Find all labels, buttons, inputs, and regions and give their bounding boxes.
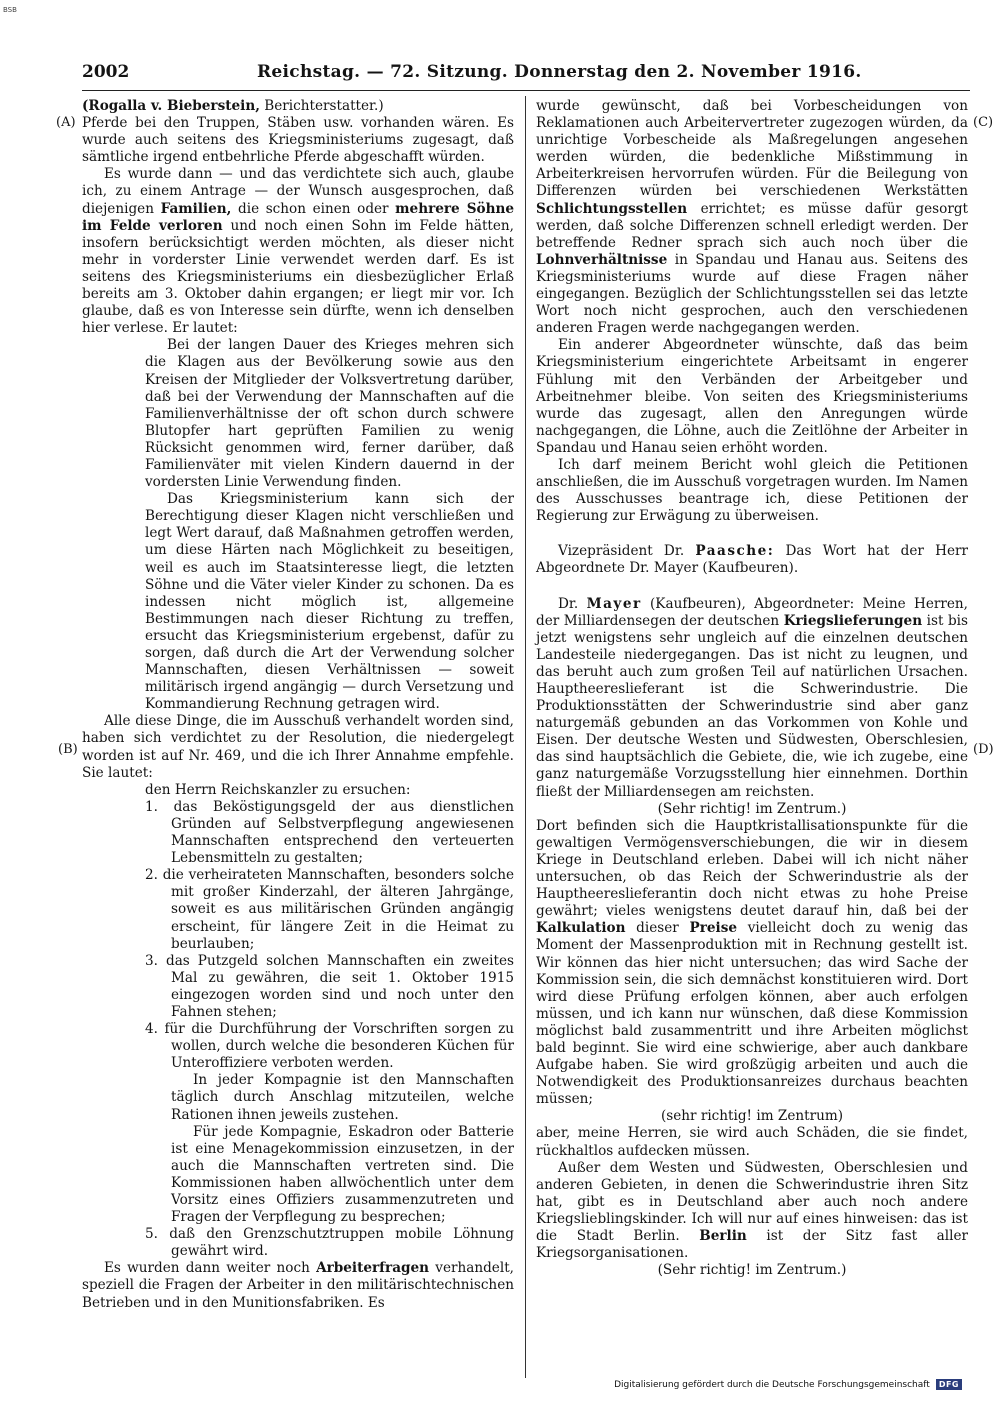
text-span: die schon einen oder	[231, 200, 396, 217]
bold-term: mehrere Söhne im Felde verloren	[82, 200, 514, 234]
text-span: ist der Sitz fast aller Kriegsorganisationen.	[536, 1228, 969, 1262]
page-header	[82, 62, 970, 88]
interjection: (sehr richtig! im Zentrum)	[660, 1108, 844, 1125]
paragraph: aber, meine Herren, sie wird auch Schäden, die sie findet, rückhaltlos aufdecken müssen.	[536, 1125, 968, 1159]
resolution-lead: den Herrn Reichskanzler zu ersuchen:	[145, 781, 411, 798]
resolution-subparagraph: In jeder Kompagnie ist den Mannschaften täglich durch Anschlag mitzuteilen, welche Rationen ihnen jeweils zustehen.	[171, 1072, 514, 1123]
paragraph: Ich darf meinem Bericht wohl gleich die Petitionen anschließen, die im Ausschuß vorgetragen wurden. Im Namen des Ausschusses beantrage ich, diese Petitionen der Regierung zur Erwägung zu überweisen.	[536, 456, 968, 525]
speech-opening	[536, 596, 968, 801]
resolution-subparagraph: Für jede Kompagnie, Eskadron oder Batterie ist eine Menagekommission einzusetzen, in der auch die Mannschaften vertreten sind. Die Kommissionen haben allwöchentlich unter dem Vorsitz eines Offiziers zusammenzutreten und Fragen der Verpflegung zu besprechen;	[171, 1123, 514, 1226]
margin-marker-d: (D)	[973, 742, 994, 757]
text-span: Dort befinden sich die Hauptkristallisationspunkte für die gewaltigen Vermögensverschiebungen, die wir in diesem Kriege in Deutschland erleben. Dabei will ich nicht näher untersuchen, ob das Reich der Schwerindustrie als der Hauptheereslieferantin doch nicht etwas zu hohe Preise gewährt; vieles wenigstens deutet darauf hin, daß bei der	[536, 817, 968, 920]
page-number: 2002	[82, 62, 130, 82]
watermark-bsb: BSB	[3, 6, 17, 14]
paragraph	[82, 166, 514, 337]
bold-term: Kriegslieferungen	[783, 612, 923, 629]
text-span: ist bis jetzt wenigstens sehr ungleich auf die einzelnen deutschen Landesteile niedergegangen. Das ist nicht zu leugnen, und das beruht auch zum großen Teil auf natürlichen Ursachen. Hauptheereslieferant ist die Schwerindustrie. Die Produktionsstätten der Schwerindustrie sind aber ganz naturgemäß gebunden an das Vorkommen von Kohle und Eisen. Der deutsche Westen und Südwesten, Oberschlesien, das sind hauptsächlich die Gebiete, die, wie ich zugebe, eine ganz naturgemäße Vorzugsstellung hier einnehmen. Dorthin fließt der Milliardensegen am reichsten.	[536, 612, 968, 800]
paragraph: Ein anderer Abgeordneter wünschte, daß das beim Kriegsministerium eingerichtete Arbeitsamt in engerer Fühlung mit den Verbänden der Arbeitgeber und Arbeitnehmer bleibe. Von seiten des Kriegsministeriums wurde das zugesagt, allen den Anregungen würde nachgegangen, die Löhne, auch die Zeitlöhne der Arbeiter in Spandau und Hanau seien erhöht worden.	[536, 337, 968, 456]
speaker-name: Paasche:	[695, 543, 775, 560]
speaker-role: Berichterstatter.)	[259, 98, 384, 114]
paragraph: Pferde bei den Truppen, Stäben usw. vorhanden wären. Es wurde auch seitens des Kriegsministeriums zugesagt, daß sämtliche irgend entbehrliche Pferde abgeschafft würden.	[82, 115, 514, 166]
text-span: (Kaufbeuren), Abgeordneter: Meine Herren, der Milliardensegen der deutschen	[536, 595, 968, 629]
resolution-item: 4. für die Durchführung der Vorschriften sorgen zu wollen, durch welche die besonderen Küchen für Unteroffiziere verboten werden.	[145, 1021, 514, 1072]
bold-term: Kalkulation	[536, 920, 626, 937]
speaker-attribution	[82, 98, 514, 115]
text-span: und noch einen Sohn im Felde hätten, insofern berücksichtigt werden möchten, als dieser nicht mehr in vorderster Linie verwendet werden darf. Es ist seitens des Kriegsministeriums ein diesbezüglicher Erlaß bereits am 3. Oktober dahin ergangen; er liegt mir vor. Ich glaube, daß es von Interesse sein dürfte, wenn ich denselben hier verlese. Er lautet:	[82, 217, 514, 337]
bold-term: Schlichtungsstellen	[536, 200, 688, 217]
margin-marker-a: (A)	[56, 115, 76, 130]
text-span: in Spandau und Hanau aus. Seitens des Kriegsministeriums wurde auf diese Fragen näher eingegangen. Bezüglich der Schlichtungsstellen sei das letzte Wort noch nicht gesprochen, auch den verschiedenen anderen Fragen werde nachgegangen werden.	[536, 251, 968, 337]
resolution-item: 2. die verheirateten Mannschaften, besonders solche mit großer Kinderzahl, der älteren Jahrgänge, soweit es aus militärischen Gründen angängig erscheint, für längere Zeit in die Heimat zu beurlauben;	[145, 867, 514, 952]
paragraph	[536, 98, 968, 337]
paragraph	[536, 1160, 968, 1263]
footer-credit	[614, 1379, 962, 1390]
header-rule	[82, 90, 970, 91]
speaker-name: Mayer	[586, 595, 642, 612]
text-span: verhandelt, speziell die Fragen der Arbeiter in den militärischtechnischen Betrieben und in den Munitionsfabriken. Es	[82, 1260, 514, 1311]
paragraph	[82, 1260, 514, 1311]
text-span: Vizepräsident Dr.	[558, 543, 696, 560]
text-span: Es wurden dann weiter noch	[104, 1260, 317, 1277]
resolution-item: 1. das Beköstigungsgeld der aus dienstlichen Gründen auf Selbstverpflegung angewiesenen Mannschaften entsprechend den verteuerten Lebensmitteln zu gestalten;	[145, 798, 514, 867]
right-column	[536, 98, 968, 1279]
margin-marker-b: (B)	[58, 742, 78, 757]
text-span: Es wurde dann — und das verdichtete sich auch, glaube ich, zu einem Antrage — der Wunsch ausgesprochen, daß diejenigen	[82, 166, 514, 217]
page-title: Reichstag. — 72. Sitzung. Donnerstag den 2. November 1916.	[257, 62, 862, 82]
speaker-name: (Rogalla v. Bieberstein,	[82, 98, 260, 114]
text-span: wurde gewünscht, daß bei Vorbescheidungen von Reklamationen auch Arbeitervertreter zugezogen würden, da unrichtige Vorbescheide als Maßregelungen angesehen werden würden, die bedenkliche Mißstimmung in Arbeiterkreisen hervorrufen würden. Für die Beilegung von Differenzen würden bei verschiedenen Werkstätten	[536, 98, 968, 200]
bold-term: Preise	[689, 920, 738, 937]
margin-marker-c: (C)	[973, 115, 994, 130]
column-divider	[525, 96, 526, 1378]
paragraph: Alle diese Dinge, die im Ausschuß verhandelt worden sind, haben sich verdichtet zu der Resolution, die niedergelegt worden ist auf Nr. 469, und die ich Ihrer Annahme empfehle. Sie lautet:	[82, 713, 514, 781]
quote-paragraph: Das Kriegsministerium kann sich der Berechtigung dieser Klagen nicht verschließen und legt Wert darauf, daß Maßnahmen getroffen werden, um diese Härten nach Möglichkeit zu beseitigen, weil es auch im Staatsinteresse liegt, die letzten Söhne und die Väter vieler Kinder zu schonen. Da es indessen nicht möglich ist, allgemeine Bestimmungen nach dieser Richtung zu treffen, ersucht das Kriegsministerium ergebenst, dafür zu sorgen, daß durch die Art der Verwendung solcher Mannschaften, diesen Verhältnissen — soweit militärisch irgend angängig — durch Versetzung und Kommandierung Rechnung getragen wird.	[145, 491, 514, 713]
text-span: Außer dem Westen und Südwesten, Oberschlesien und anderen Gebieten, in denen die Schwerindustrie ihren Sitz hat, gibt es in Deutschland aber auch noch andere Kriegslieblingskinder. Ich will nur auf eines hinweisen: das ist die Stadt Berlin.	[536, 1159, 968, 1244]
text-span: Dr.	[558, 595, 587, 612]
text-span: vielleicht doch zu wenig das Moment der Massenproduktion mit in Rechnung gestellt ist. Wir können das hier nicht untersuchen; das wird Sache der Kommission sein, die sich demnächst konstituieren wird. Dort wird diese Prüfung erfolgen können, aber auch erfolgen müssen, und ich kann nur wünschen, daß diese Kommission möglichst bald zusammentritt und ihre Arbeiten möglichst bald beginnt. Sie wird eine schwierige, aber auch dankbare Aufgabe haben. Sie wird großzügig arbeiten und auch die Notwendigkeit des Produktionsanreizes durchaus beachten müssen;	[536, 920, 968, 1108]
text-span: dieser	[625, 920, 690, 937]
left-column	[82, 98, 514, 1312]
text-span: errichtet; es müsse dafür gesorgt werden, daß solche Differenzen schnell erledigt werden. Der betreffende Redner sprach sich auch noch über die	[536, 200, 968, 251]
text-span: Das Wort hat der Herr Abgeordnete Dr. Mayer (Kaufbeuren).	[536, 543, 969, 577]
resolution-item: 3. das Putzgeld solchen Mannschaften ein zweites Mal zu gewähren, die seit 1. Oktober 1915 eingezogen worden sind und noch unter den Fahnen stehen;	[145, 952, 514, 1020]
bold-term: Arbeiterfragen	[316, 1260, 430, 1277]
interjection: (Sehr richtig! im Zentrum.)	[657, 800, 847, 817]
paragraph	[536, 818, 968, 1109]
bold-term: Lohnverhältnisse	[536, 251, 668, 268]
bold-term: Familien,	[160, 200, 232, 217]
footer-credit-text: Digitalisierung gefördert durch die Deutsche Forschungsgemeinschaft	[614, 1379, 930, 1390]
interjection: (Sehr richtig! im Zentrum.)	[657, 1262, 847, 1279]
vice-president-statement	[536, 543, 968, 577]
quote-paragraph: Bei der langen Dauer des Krieges mehren sich die Klagen aus der Bevölkerung sowie aus den Kreisen der Mitglieder der Volksvertretung darüber, daß bei der Verwendung der Mannschaften auf die Familienverhältnisse der oft schon durch schwere Blutopfer hart geprüften Familien zu wenig Rücksicht genommen wird, ferner darüber, daß Familienväter mit vielen Kindern dauernd in der vordersten Linie Verwendung finden.	[145, 337, 514, 491]
resolution-item: 5. daß den Grenzschutztruppen mobile Löhnung gewährt wird.	[145, 1226, 514, 1260]
bold-term: Berlin	[699, 1228, 747, 1244]
dfg-logo-icon: DFG	[936, 1379, 962, 1390]
